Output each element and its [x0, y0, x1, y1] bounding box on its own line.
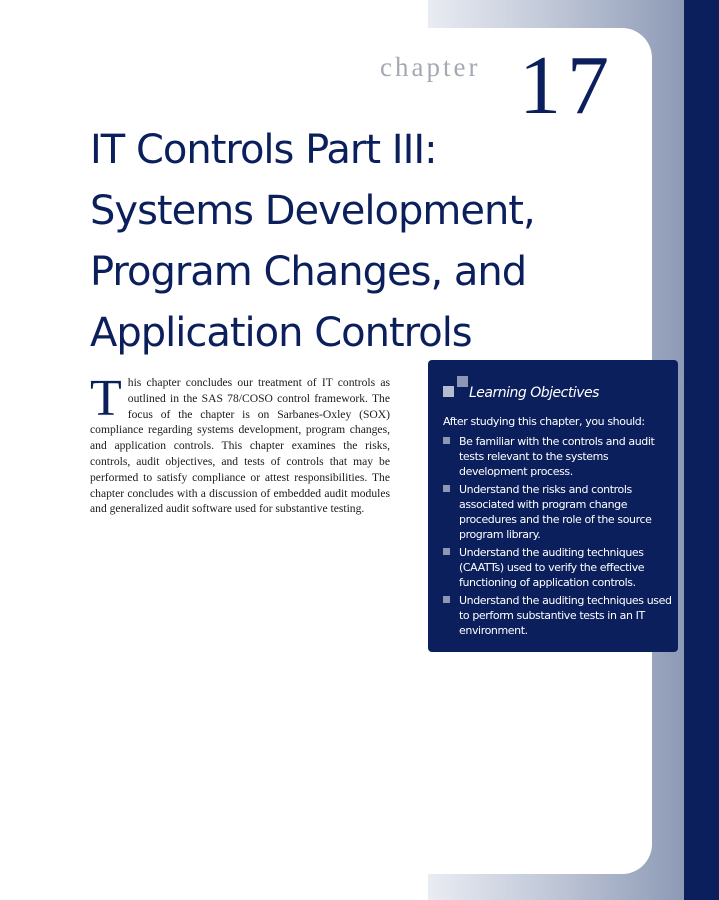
learning-objective-text: Be familiar with the controls and audit tests relevant to the systems development process. [459, 435, 655, 478]
navy-edge-stripe [684, 0, 719, 900]
learning-objective-item [443, 434, 673, 479]
learning-objective-text: Understand the risks and controls associated with program change procedures and the role of the source program library. [459, 483, 652, 541]
chapter-title [90, 120, 610, 364]
intro-text: his chapter concludes our treatment of IT controls as outlined in the SAS 78/COSO control framework. The focus of the chapter is on Sarbanes-Oxley (SOX) compliance regarding systems development, program changes, and application controls. This chapter examines the risks, controls, audit objectives, and tests of controls that may be performed to satisfy compliance or attest responsibilities. The chapter concludes with a discussion of embedded audit modules and generalized audit software used for substantive testing. [90, 376, 390, 516]
learning-objective-text: Understand the auditing techniques (CAATTs) used to verify the effective functioning of application controls. [459, 546, 645, 589]
learning-objectives-list [443, 434, 673, 641]
learning-objectives-box [428, 360, 678, 652]
learning-objective-item [443, 545, 673, 590]
learning-objective-text: Understand the auditing techniques used to perform substantive tests in an IT environment. [459, 594, 672, 637]
square-bullet-icon [443, 596, 450, 603]
square-shape [457, 376, 468, 387]
chapter-title-line: IT Controls Part III: [90, 127, 437, 173]
intro-paragraph [90, 370, 390, 517]
chapter-number: 17 [519, 39, 615, 132]
chapter-title-line: Program Changes, and [90, 249, 527, 295]
square-shape [443, 386, 454, 397]
learning-objectives-heading: Learning Objectives [469, 385, 599, 401]
chapter-label: chapter [380, 52, 481, 82]
chapter-title-line: Systems Development, [90, 188, 535, 234]
learning-objective-item [443, 482, 673, 542]
learning-objectives-intro: After studying this chapter, you should: [443, 415, 645, 428]
square-bullet-icon [443, 437, 450, 444]
drop-cap: T [90, 370, 122, 427]
square-bullet-icon [443, 485, 450, 492]
chapter-title-line: Application Controls [90, 310, 472, 356]
square-bullet-icon [443, 548, 450, 555]
learning-objective-item [443, 593, 673, 638]
